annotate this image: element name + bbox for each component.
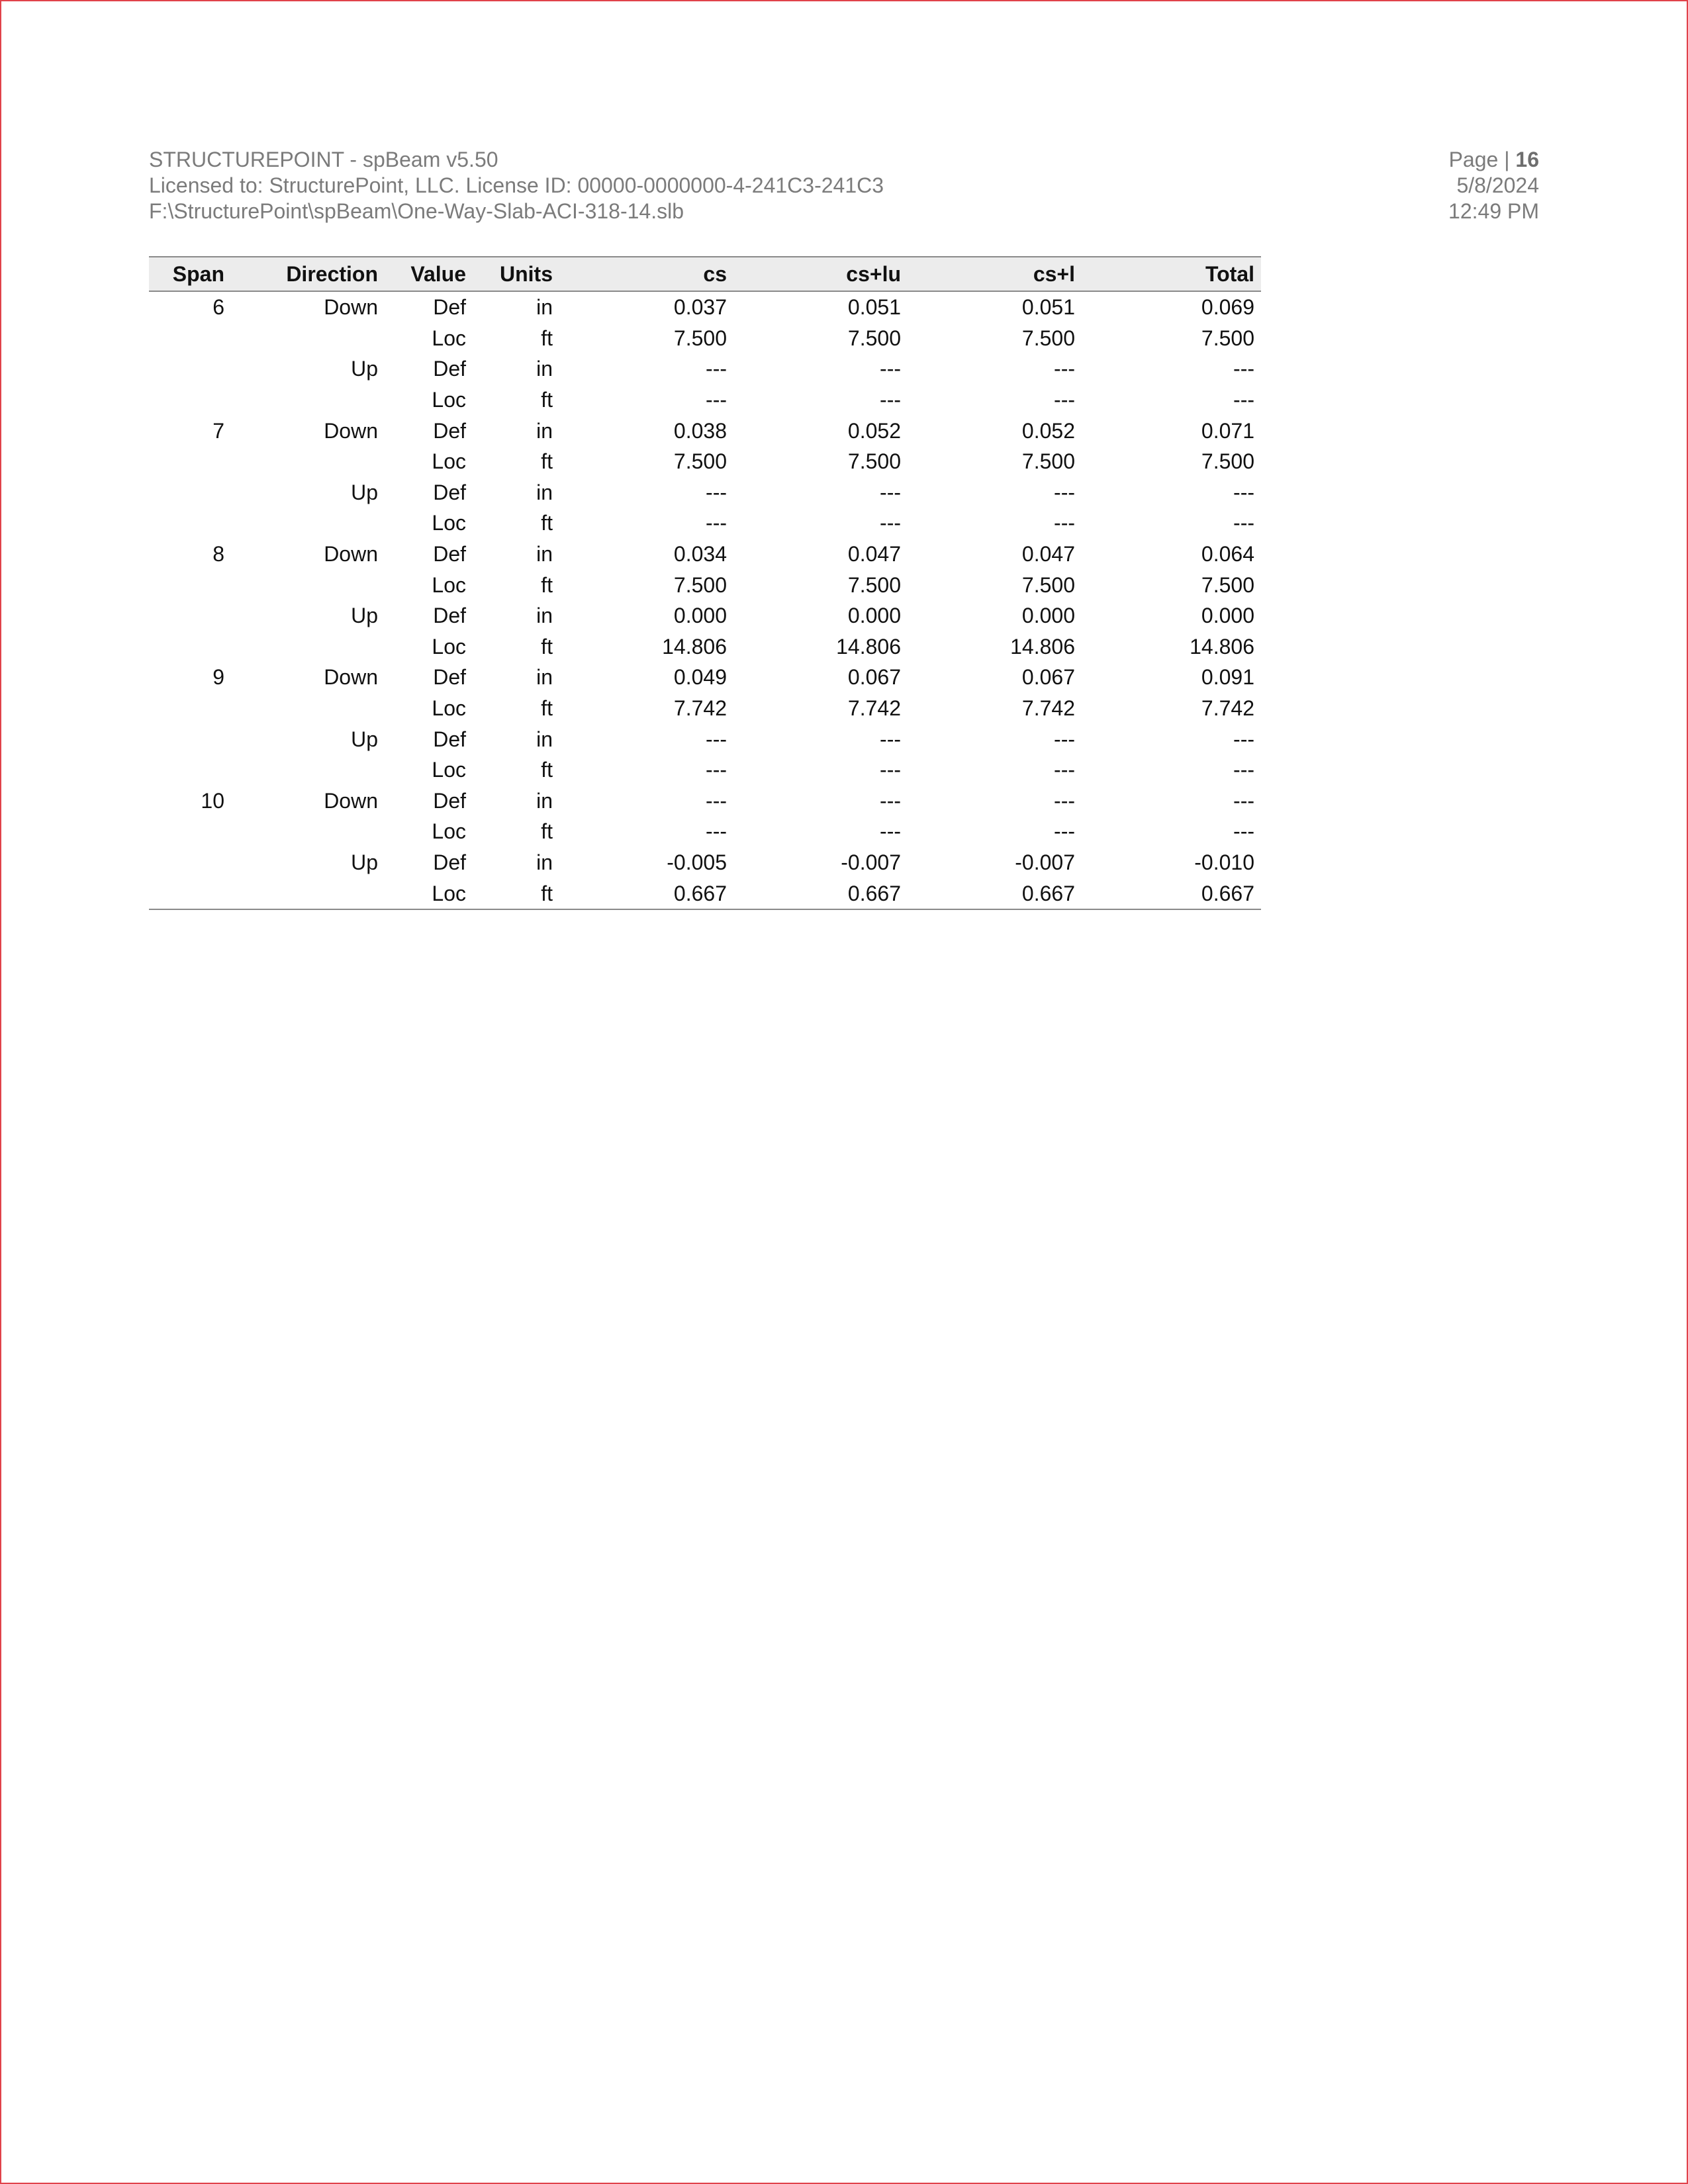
span-cell [149,754,231,786]
cs-lu-cell: --- [880,511,901,535]
total-cell: --- [1233,511,1254,535]
total-cell: 0.091 [1201,665,1254,690]
table-row [149,847,1261,878]
total-cell: 14.806 [1190,634,1254,659]
units-cell: in [536,542,553,567]
cs-lu-cell: --- [880,388,901,412]
cs-cell: --- [706,480,727,504]
value-cell: Def [433,357,466,381]
table-row [149,600,1261,631]
direction-cell [231,754,385,786]
cs-cell: 7.500 [673,449,727,474]
value-cell: Loc [432,511,466,535]
cs-l-cell: 14.806 [1010,634,1075,659]
cs-lu-cell: 0.047 [847,542,901,567]
cs-lu-cell: 7.500 [847,572,901,597]
direction-cell [231,693,385,724]
cs-l-cell: 0.000 [1021,604,1075,628]
table-body [149,291,1261,909]
direction-cell [231,816,385,847]
units-cell: in [536,850,553,874]
cs-l-cell: --- [1054,480,1075,504]
cs-lu-cell: --- [880,357,901,381]
value-cell: Loc [385,878,473,909]
cs-lu-cell: --- [880,480,901,504]
span-cell [149,508,231,539]
direction-cell [231,569,385,600]
cs-l-cell: 7.742 [1021,696,1075,721]
cs-cell: --- [706,819,727,844]
value-cell: Loc [432,449,466,474]
cs-l-cell: --- [1054,727,1075,751]
table-row [149,631,1261,662]
cs-lu-cell: 14.806 [836,634,901,659]
table-row [149,508,1261,539]
value-cell: Loc [432,758,466,782]
units-cell: in [536,357,553,381]
cs-lu-cell: -0.007 [841,850,901,874]
total-cell: 0.071 [1201,418,1254,443]
cs-lu-cell: --- [880,788,901,813]
value-cell: Loc [432,388,466,412]
direction-cell: Down [324,788,378,813]
cs-l-cell: --- [1054,357,1075,381]
cs-cell: --- [706,357,727,381]
value-cell: Def [433,788,466,813]
units-cell: in [536,604,553,628]
column-header-units: Units [473,257,559,291]
span-cell [149,693,231,724]
span-cell: 9 [212,665,224,690]
cs-l-cell: --- [1054,511,1075,535]
cs-cell: --- [706,788,727,813]
value-cell: Def [433,542,466,567]
direction-cell [231,385,385,416]
cs-l-cell: --- [1054,819,1075,844]
cs-l-cell: 0.047 [1021,542,1075,567]
units-cell: ft [541,326,553,350]
total-cell: --- [1233,788,1254,813]
units-cell: ft [473,878,559,909]
print-date: 5/8/2024 [1456,173,1539,197]
table-row [149,415,1261,446]
units-cell: in [536,418,553,443]
units-cell: ft [541,634,553,659]
cs-cell: --- [706,758,727,782]
table-row [149,569,1261,600]
cs-l-cell: 0.667 [908,878,1082,909]
column-header-span: Span [149,257,231,291]
cs-l-cell: --- [1054,388,1075,412]
value-cell: Def [433,665,466,690]
total-cell: --- [1233,727,1254,751]
total-cell: --- [1233,357,1254,381]
units-cell: ft [541,388,553,412]
direction-cell [231,508,385,539]
table-row [149,291,1261,323]
span-cell [149,323,231,354]
table-row [149,323,1261,354]
total-cell: --- [1233,388,1254,412]
cs-cell: 0.034 [673,542,727,567]
software-title: STRUCTUREPOINT - spBeam v5.50 [149,148,498,171]
total-cell: 0.064 [1201,542,1254,567]
header-right [1448,147,1539,224]
table-row [149,446,1261,477]
file-path: F:\StructurePoint\spBeam\One-Way-Slab-ACI-318-14.slb [149,199,684,223]
total-cell: --- [1233,819,1254,844]
span-cell [149,353,231,385]
span-cell [149,600,231,631]
cs-lu-cell: 7.742 [847,696,901,721]
total-cell: 7.500 [1201,449,1254,474]
direction-cell: Up [351,727,378,751]
table-row [149,385,1261,416]
units-cell: ft [541,511,553,535]
cs-l-cell: 7.500 [1021,449,1075,474]
units-cell: ft [541,696,553,721]
units-cell: ft [541,449,553,474]
table-row [149,786,1261,817]
column-header-value: Value [385,257,473,291]
total-cell: 7.500 [1201,572,1254,597]
value-cell: Loc [432,326,466,350]
span-cell [149,569,231,600]
table-row [149,539,1261,570]
direction-cell: Up [351,850,378,874]
value-cell: Def [433,604,466,628]
cs-lu-cell: 0.052 [847,418,901,443]
span-cell [149,446,231,477]
license-info: Licensed to: StructurePoint, LLC. License ID: 00000-0000000-4-241C3-241C3 [149,173,884,197]
table-row [149,878,1261,909]
span-cell: 6 [212,295,224,320]
direction-cell [231,323,385,354]
table-header-row [149,257,1261,291]
total-cell: 0.069 [1201,295,1254,320]
cs-cell: --- [706,388,727,412]
value-cell: Def [433,418,466,443]
page-number: 16 [1515,148,1539,171]
column-header-cs-lu: cs+lu [733,257,908,291]
span-cell [149,631,231,662]
cs-l-cell: --- [1054,788,1075,813]
span-cell [149,878,231,909]
cs-cell: 0.049 [673,665,727,690]
total-cell: --- [1233,480,1254,504]
column-header-cs-l: cs+l [908,257,1082,291]
total-cell: 7.742 [1201,696,1254,721]
total-cell: --- [1233,758,1254,782]
value-cell: Loc [432,572,466,597]
cs-lu-cell: 0.000 [847,604,901,628]
cs-l-cell: 0.051 [1021,295,1075,320]
direction-cell: Up [351,604,378,628]
cs-l-cell: 7.500 [1021,326,1075,350]
units-cell: in [536,480,553,504]
direction-cell: Down [324,665,378,690]
direction-cell [231,631,385,662]
cs-l-cell: 0.052 [1021,418,1075,443]
span-cell [149,723,231,754]
cs-cell: 0.038 [673,418,727,443]
direction-cell: Up [351,480,378,504]
cs-lu-cell: 0.667 [733,878,908,909]
cs-lu-cell: 7.500 [847,449,901,474]
page-indicator [1448,147,1539,173]
cs-cell: 0.667 [559,878,733,909]
span-cell [149,477,231,508]
units-cell: in [536,665,553,690]
span-cell [149,385,231,416]
cs-cell: 0.037 [673,295,727,320]
direction-cell: Down [324,418,378,443]
span-cell [149,847,231,878]
value-cell: Loc [432,696,466,721]
cs-cell: -0.005 [667,850,727,874]
column-header-cs: cs [559,257,733,291]
value-cell: Def [433,850,466,874]
column-header-total: Total [1082,257,1261,291]
units-cell: in [536,295,553,320]
table-row [149,693,1261,724]
cs-cell: --- [706,727,727,751]
direction-cell: Down [324,542,378,567]
units-cell: in [536,727,553,751]
value-cell: Def [433,727,466,751]
cs-l-cell: 7.500 [1021,572,1075,597]
column-header-direction: Direction [231,257,385,291]
span-cell: 10 [201,788,224,813]
value-cell: Loc [432,819,466,844]
cs-cell: 7.500 [673,572,727,597]
total-cell: 0.000 [1201,604,1254,628]
table-row [149,662,1261,693]
units-cell: ft [541,572,553,597]
direction-cell [231,446,385,477]
direction-cell: Down [324,295,378,320]
cs-cell: 14.806 [662,634,727,659]
units-cell: ft [541,758,553,782]
table-row [149,353,1261,385]
deflection-table [149,256,1261,910]
table-row [149,723,1261,754]
page-prefix: Page | [1448,148,1516,171]
units-cell: ft [541,819,553,844]
cs-cell: --- [706,511,727,535]
cs-l-cell: -0.007 [1015,850,1075,874]
value-cell: Loc [432,634,466,659]
units-cell: in [536,788,553,813]
cs-cell: 7.500 [673,326,727,350]
table-row [149,816,1261,847]
cs-lu-cell: --- [880,758,901,782]
span-cell: 8 [212,542,224,567]
direction-cell: Up [351,357,378,381]
value-cell: Def [433,480,466,504]
total-cell: 0.667 [1082,878,1261,909]
table-row [149,477,1261,508]
span-cell: 7 [212,418,224,443]
cs-l-cell: 0.067 [1021,665,1075,690]
header-left [149,147,884,224]
value-cell: Def [433,295,466,320]
cs-cell: 7.742 [673,696,727,721]
total-cell: -0.010 [1194,850,1254,874]
table-row [149,754,1261,786]
cs-cell: 0.000 [673,604,727,628]
print-time: 12:49 PM [1448,199,1539,223]
total-cell: 7.500 [1201,326,1254,350]
span-cell [149,816,231,847]
cs-lu-cell: 0.067 [847,665,901,690]
cs-lu-cell: --- [880,819,901,844]
cs-lu-cell: 0.051 [847,295,901,320]
direction-cell [231,878,385,909]
cs-lu-cell: --- [880,727,901,751]
cs-lu-cell: 7.500 [847,326,901,350]
cs-l-cell: --- [1054,758,1075,782]
